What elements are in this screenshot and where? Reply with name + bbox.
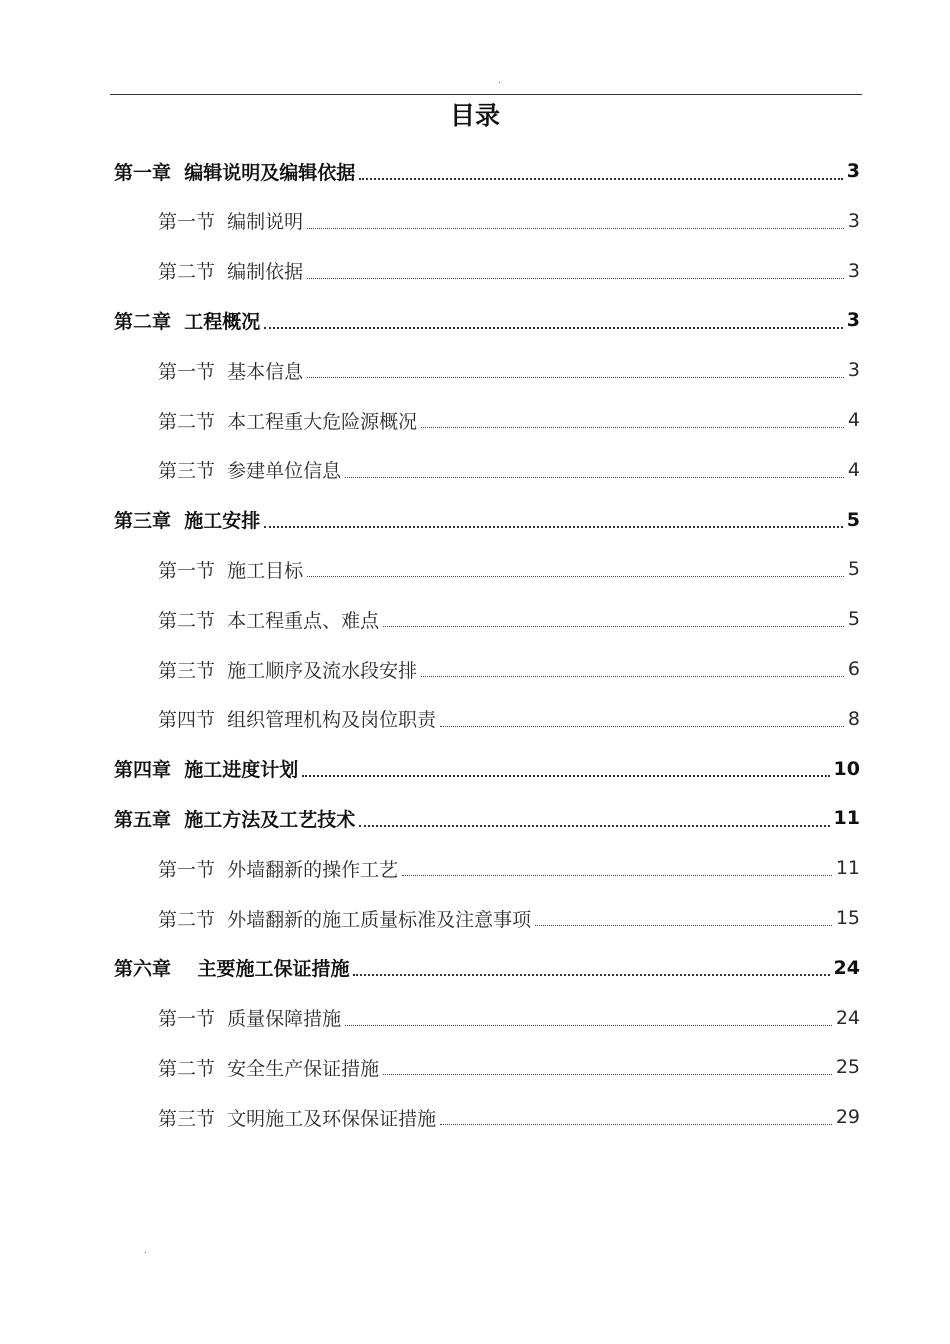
- toc-dot-leader: [383, 1073, 832, 1075]
- toc-entry-label: 第一节 施工目标: [158, 559, 304, 582]
- toc-entry-label: 第四章 施工进度计划: [114, 759, 299, 782]
- toc-entry-label: 第一节 编制说明: [158, 211, 304, 234]
- toc-entry-section[interactable]: [158, 544, 860, 594]
- toc-entry-page-number: 10: [833, 757, 860, 780]
- toc-entry-chapter[interactable]: [114, 146, 860, 196]
- toc-entry-page-number: 4: [847, 409, 860, 431]
- toc-entry-label: 第二节 安全生产保证措施: [158, 1057, 380, 1080]
- toc-entry-page-number: 29: [835, 1106, 860, 1129]
- toc-entry-section[interactable]: [158, 1092, 860, 1142]
- toc-entry-chapter[interactable]: [114, 495, 860, 545]
- toc-dot-leader: [307, 277, 844, 279]
- toc-entry-label: 第五章 施工方法及工艺技术: [114, 808, 356, 831]
- toc-dot-leader: [421, 675, 844, 677]
- toc-entry-chapter[interactable]: [114, 744, 860, 794]
- toc-entry-page-number: 8: [847, 707, 860, 730]
- toc-entry-page-number: 11: [835, 857, 860, 880]
- toc-dot-leader: [535, 924, 832, 926]
- toc-entry-page-number: 3: [847, 259, 860, 282]
- toc-entry-page-number: 3: [846, 309, 860, 332]
- toc-dot-leader: [440, 725, 844, 727]
- toc-entry-chapter[interactable]: [114, 295, 860, 345]
- toc-dot-leader: [359, 177, 843, 180]
- toc-dot-leader: [402, 874, 832, 876]
- toc-entry-section[interactable]: [158, 594, 860, 644]
- toc-entry-label: 第四节 组织管理机构及岗位职责: [158, 709, 437, 732]
- toc-entry-label: 第三节 施工顺序及流水段安排: [158, 659, 418, 682]
- header-mark: .: [498, 76, 501, 86]
- toc-entry-page-number: 5: [847, 608, 860, 631]
- toc-entry-label: 第二节 本工程重点、难点: [158, 609, 380, 632]
- toc-entry-section[interactable]: [158, 395, 860, 445]
- toc-entry-page-number: 25: [835, 1056, 860, 1079]
- toc-entry-page-number: 24: [835, 1006, 860, 1029]
- header-rule: [110, 94, 862, 95]
- toc-dot-leader: [307, 227, 844, 229]
- toc-dot-leader: [307, 575, 844, 577]
- toc-entry-chapter[interactable]: [114, 793, 860, 843]
- toc-entry-page-number: 11: [833, 807, 860, 830]
- toc-entry-label: 第六章 主要施工保证措施: [114, 958, 350, 981]
- toc-dot-leader: [264, 326, 843, 329]
- toc-entry-page-number: 5: [846, 508, 860, 531]
- toc-entry-page-number: 3: [847, 359, 860, 382]
- toc-entry-section[interactable]: [158, 445, 860, 495]
- toc-dot-leader: [264, 525, 843, 528]
- toc-dot-leader: [383, 625, 844, 627]
- toc-entry-label: 第三章 施工安排: [114, 510, 261, 533]
- toc-dot-leader: [421, 426, 844, 428]
- toc-dot-leader: [440, 1123, 832, 1125]
- toc-entry-section[interactable]: [158, 345, 860, 395]
- toc-dot-leader: [345, 1024, 832, 1026]
- toc-dot-leader: [353, 973, 829, 976]
- toc-entry-section[interactable]: [158, 893, 860, 943]
- toc-entry-label: 第一节 基本信息: [158, 360, 304, 383]
- toc-entry-label: 第三节 参建单位信息: [158, 460, 342, 483]
- toc-entry-page-number: 4: [847, 458, 860, 481]
- toc-entry-chapter[interactable]: [114, 943, 860, 993]
- footer-mark: .: [144, 1246, 147, 1256]
- toc-entry-label: 第二节 外墙翻新的施工质量标准及注意事项: [158, 908, 532, 931]
- toc-dot-leader: [302, 774, 829, 777]
- toc-entry-section[interactable]: [158, 843, 860, 893]
- toc-entry-label: 第一节 外墙翻新的操作工艺: [158, 858, 399, 881]
- toc-title: 目录: [449, 101, 500, 130]
- toc-entry-section[interactable]: [158, 246, 860, 296]
- toc-entry-page-number: 3: [846, 160, 860, 182]
- toc-entry-page-number: 5: [847, 558, 860, 581]
- toc-entry-section[interactable]: [158, 1042, 860, 1092]
- toc-entry-label: 第三节 文明施工及环保保证措施: [158, 1107, 437, 1130]
- toc-entry-page-number: 3: [847, 209, 860, 232]
- toc-dot-leader: [359, 824, 829, 827]
- toc-entry-section[interactable]: [158, 644, 860, 694]
- toc-dot-leader: [345, 476, 844, 478]
- toc-entry-label: 第二章 工程概况: [114, 310, 261, 333]
- toc-entry-section[interactable]: [158, 196, 860, 246]
- toc-entry-section[interactable]: [158, 993, 860, 1043]
- toc-entry-page-number: 24: [833, 956, 860, 979]
- toc-entry-label: 第二节 本工程重大危险源概况: [158, 410, 418, 433]
- toc-entry-page-number: 15: [835, 907, 860, 929]
- toc-entry-label: 第一章 编辑说明及编辑依据: [114, 161, 356, 184]
- toc-entry-section[interactable]: [158, 694, 860, 744]
- toc-entry-label: 第一节 质量保障措施: [158, 1008, 342, 1031]
- toc-entry-label: 第二节 编制依据: [158, 261, 304, 284]
- toc-entry-page-number: 6: [847, 658, 860, 680]
- toc-dot-leader: [307, 376, 844, 378]
